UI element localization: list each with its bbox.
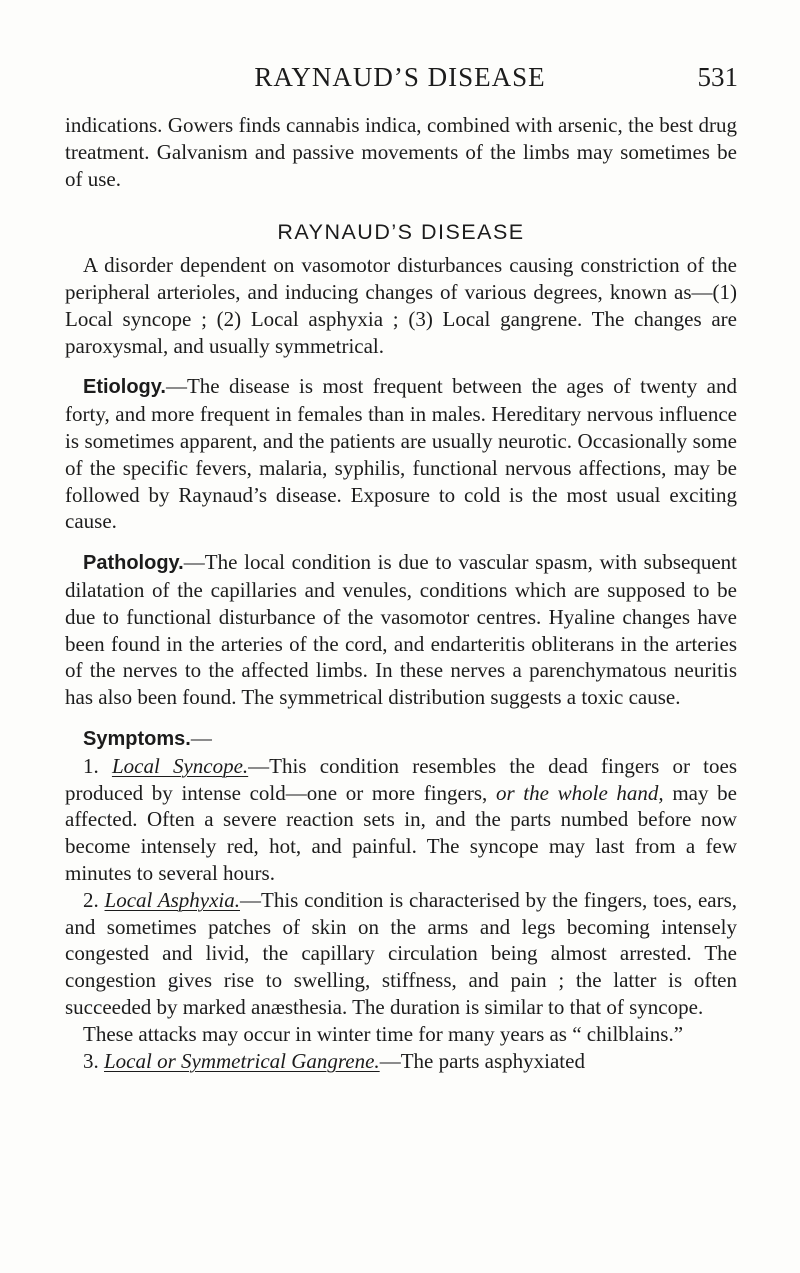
running-title: RAYNAUD’S DISEASE (254, 62, 546, 92)
symptom-text: —This condition resembles the dead fingers or toes produced by intense cold—one or more fingers, (65, 753, 738, 805)
page-number: 531 (697, 62, 738, 92)
symptom-number: 3. (83, 1048, 99, 1073)
etiology-paragraph (65, 373, 737, 535)
etiology-heading: Etiology. (83, 376, 166, 399)
etiology-text: —The disease is most frequent between the ages of twenty and forty, and more frequent in females than in males. Hereditary nervous influence is sometimes apparent, and the patients are usually neurotic. Occasionally some of the specific fevers, malaria, syphilis, functional nervous affections, may be followed by Raynaud’s disease. Exposure to cold is the most usual exciting cause. (65, 374, 737, 534)
symptom-number: 1. (83, 753, 99, 778)
symptoms-heading-line (65, 725, 737, 753)
symptom-item-syncope (65, 753, 737, 887)
symptom-item-gangrene (65, 1048, 737, 1075)
pathology-text: —The local condition is due to vascular spasm, with subsequent dilatation of the capillaries and venules, conditions which are supposed to be due to functional disturbance of the vasomotor centres. Hyaline changes have been found in the arteries of the cord, and endarteritis obliterans in the arteries of the nerves to the affected limbs. In these nerves a parenchymatous neuritis has also been found. The symmetrical distribution suggests a toxic cause. (65, 550, 737, 710)
symptom-emphasis: or the whole hand, (495, 780, 664, 805)
symptom-text: —The parts asphyxiated (379, 1048, 585, 1073)
intro-paragraph: indications. Gowers finds cannabis indica, combined with arsenic, the best drug treatment. Galvanism and passive movements of the limbs may sometimes be of use. (65, 113, 737, 191)
chilblains-paragraph: These attacks may occur in winter time for many years as “ chilblains.” (83, 1021, 684, 1046)
symptom-text: —This condition is characterised by the fingers, toes, ears, and sometimes patches of skin on the arms and legs becoming intensely congested and livid, the capillary circulation being almost arrested. The congestion gives rise to swelling, stiffness, and pain ; the latter is often succeeded by marked anæsthesia. The duration is similar to that of syncope. (65, 887, 737, 1019)
section-heading: RAYNAUD’S DISEASE (277, 220, 525, 245)
pathology-heading: Pathology. (83, 552, 184, 575)
symptom-title: Local Syncope. (111, 753, 249, 778)
symptoms-heading: Symptoms. (83, 727, 191, 750)
symptom-title: Local Asphyxia. (104, 887, 240, 912)
symptom-title: Local or Symmetrical Gangrene. (104, 1048, 380, 1073)
running-head (0, 62, 800, 96)
symptom-text-continued: may be affected. Often a severe reaction sets in, and the parts numbed before now become intensely red, hot, and painful. The syncope may last from a few minutes to several hours. (65, 780, 737, 885)
symptoms-dash: — (190, 725, 212, 750)
pathology-paragraph (65, 549, 737, 711)
definition-paragraph: A disorder dependent on vasomotor disturbances causing constriction of the peripheral arterioles, and inducing changes of various degrees, known as—(1) Local syncope ; (2) Local asphyxia ; (3) Local gangrene. The changes are paroxysmal, and usually symmetrical. (65, 253, 737, 358)
symptom-number: 2. (83, 887, 99, 912)
symptom-item-asphyxia (65, 887, 737, 1021)
body-text (65, 112, 737, 1074)
